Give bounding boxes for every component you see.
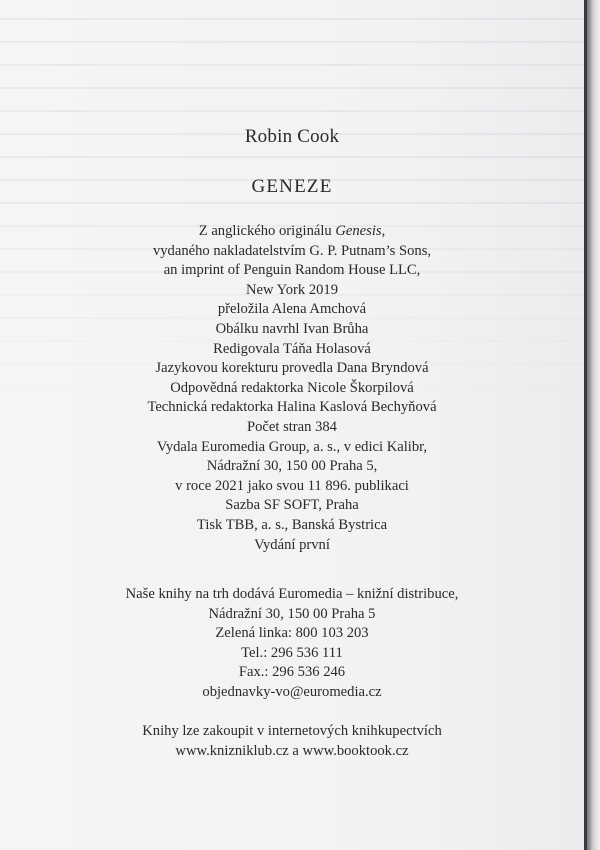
colophon-line: Počet stran 384 xyxy=(247,418,337,435)
publisher-website: Vydání první xyxy=(254,536,330,553)
colophon-line: Obálku navrhl Ivan Brůha xyxy=(215,320,369,337)
distribution-line: Nádražní 30, 150 00 Praha 5 xyxy=(208,605,376,622)
purchase-block xyxy=(0,722,584,761)
colophon-line: přeložila Alena Amchová xyxy=(217,301,367,318)
distribution-tel: Tel.: 296 536 111 xyxy=(241,644,343,661)
colophon-line: vydaného nakladatelstvím G. P. Putnam’s Sons, xyxy=(152,242,432,259)
colophon-block xyxy=(0,222,584,555)
colophon-line: an imprint of Penguin Random House LLC, xyxy=(163,262,421,279)
author-name: Robin Cook xyxy=(244,126,340,147)
distribution-fax: Fax.: 296 536 246 xyxy=(238,664,346,681)
colophon-line: Nádražní 30, 150 00 Praha 5, xyxy=(206,458,378,475)
distribution-phone: Zelená linka: 800 103 203 xyxy=(215,625,369,642)
colophon-line: Technická redaktorka Halina Kaslová Bechyňová xyxy=(147,399,437,416)
colophon-line: Sazba SF SOFT, Praha xyxy=(225,497,359,514)
original-title-line: Z anglického originálu Genesis, xyxy=(198,223,386,239)
purchase-websites: www.knizniklub.cz a www.booktook.cz xyxy=(175,742,409,759)
colophon-line: Tisk TBB, a. s., Banská Bystrica xyxy=(196,516,388,533)
colophon-line: New York 2019 xyxy=(245,281,339,298)
purchase-line: Knihy lze zakoupit v internetových knihkupectvích xyxy=(142,723,442,739)
colophon-line: Vydala Euromedia Group, a. s., v edici Kalibr, xyxy=(156,438,428,455)
distribution-line: Naše knihy na trh dodává Euromedia – knižní distribuce, xyxy=(125,586,459,602)
book-title: GENEZE xyxy=(251,176,333,197)
colophon-line: v roce 2021 jako svou 11 896. publikaci xyxy=(175,477,409,494)
colophon-line: Redigovala Táňa Holasová xyxy=(213,340,371,357)
distribution-email: objednavky-vo@euromedia.cz xyxy=(202,683,382,700)
distribution-block xyxy=(0,585,584,703)
original-title: Genesis xyxy=(335,223,382,239)
book-spine-shadow xyxy=(584,0,600,850)
colophon-line: Odpovědná redaktorka Nicole Škorpilová xyxy=(170,379,414,396)
colophon-line: Jazykovou korekturu provedla Dana Bryndová xyxy=(155,360,429,377)
